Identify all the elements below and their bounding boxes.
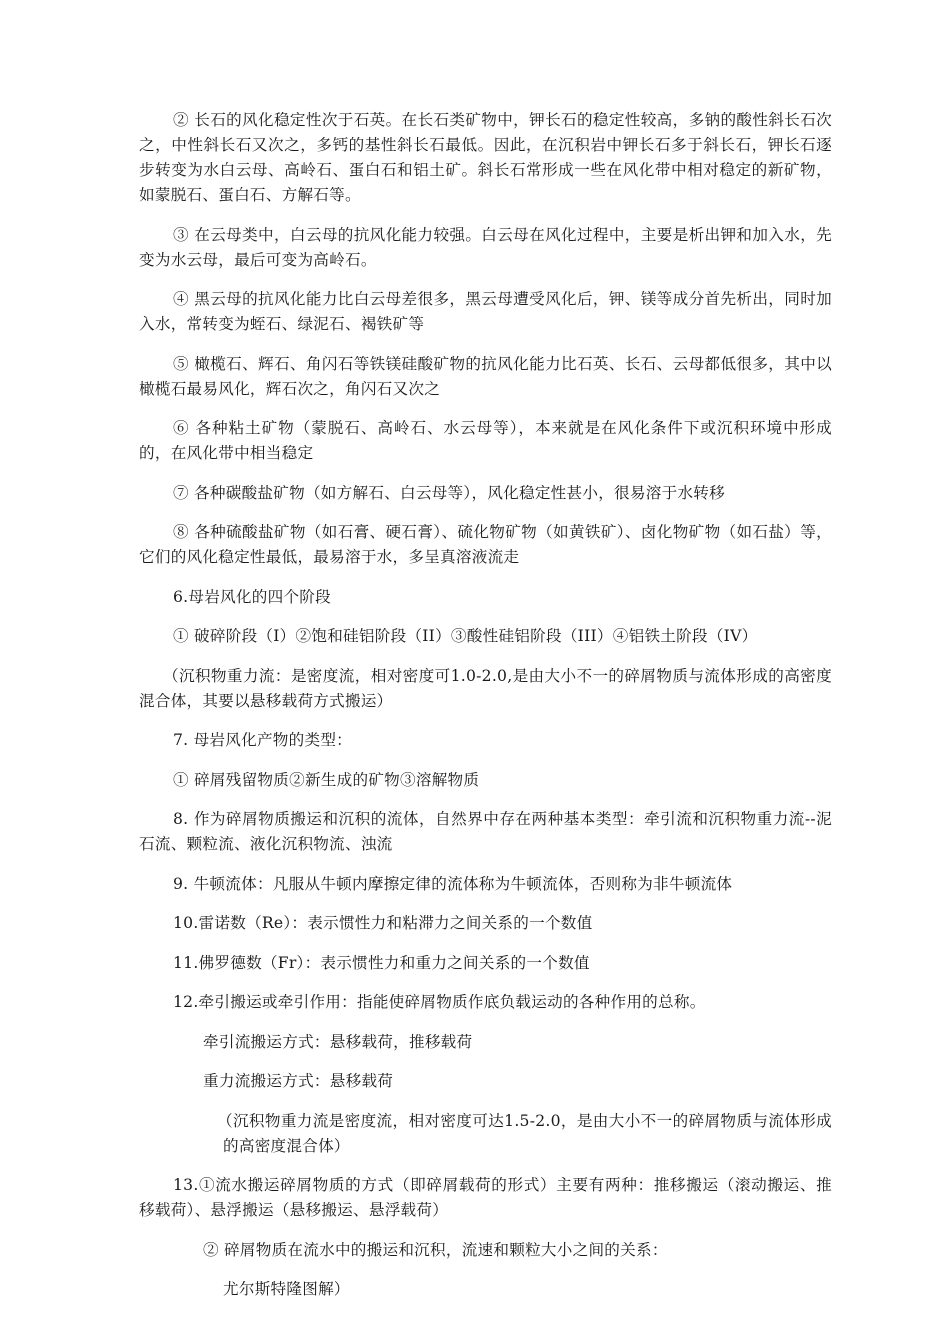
paragraph-clay-minerals: ⑥ 各种粘土矿物（蒙脱石、高岭石、水云母等），本来就是在风化条件下或沉积环境中形成的，在风化带中相当稳定 — [139, 419, 832, 462]
paragraph-sulfates: ⑧ 各种硫酸盐矿物（如石膏、硬石膏）、硫化物矿物（如黄铁矿）、卤化物矿物（如石盐）等，它们的风化稳定性最低，最易溶于水，多呈真溶液流走 — [139, 523, 832, 566]
paragraph-stream-transport: 13.①流水搬运碎屑物质的方式（即碎屑载荷的形式）主要有两种：推移搬运（滚动搬运、推移载荷）、悬浮搬运（悬移搬运、悬浮载荷） — [139, 1176, 832, 1219]
paragraph-velocity-grain-size: ② 碎屑物质在流水中的搬运和沉积，流速和颗粒大小之间的关系： — [203, 1240, 668, 1259]
note-gravity-flow-density: （沉积物重力流是密度流，相对密度可达1.5-2.0，是由大小不一的碎屑物质与流体形成的高密度混合体） — [217, 1111, 832, 1155]
paragraph-biotite: ④ 黑云母的抗风化能力比白云母差很多，黑云母遭受风化后，钾、镁等成分首先析出，同时加入水，常转变为蛭石、绿泥石、褐铁矿等 — [139, 290, 832, 333]
list-weathering-products: ① 碎屑残留物质②新生成的矿物③溶解物质 — [173, 770, 480, 789]
paragraph-carbonates: ⑦ 各种碳酸盐矿物（如方解石、白云母等），风化稳定性甚小，很易溶于水转移 — [173, 483, 725, 502]
paragraph-fluid-types: 8. 作为碎屑物质搬运和沉积的流体，自然界中存在两种基本类型：牵引流和沉积物重力流--泥石流、颗粒流、液化沉积物流、浊流 — [139, 810, 832, 853]
paragraph-muscovite: ③ 在云母类中，白云母的抗风化能力较强。白云母在风化过程中，主要是析出钾和加入水，先变为水云母，最后可变为高岭石。 — [139, 225, 832, 269]
list-weathering-stages: ① 破碎阶段（I）②饱和硅铝阶段（II）③酸性硅铝阶段（III）④铝铁土阶段（IV） — [173, 627, 758, 645]
paragraph-ferromagnesian: ⑤ 橄榄石、辉石、角闪石等铁镁硅酸矿物的抗风化能力比石英、长石、云母都低很多，其中以橄榄石最易风化，辉石次之，角闪石又次之 — [139, 354, 832, 398]
heading-weathering-stages: 6.母岩风化的四个阶段 — [173, 587, 331, 606]
paragraph-hjulstrom-diagram: 尤尔斯特隆图解） — [223, 1280, 350, 1298]
paragraph-newtonian-fluid: 9. 牛顿流体：凡服从牛顿内摩擦定律的流体称为牛顿流体，否则称为非牛顿流体 — [173, 874, 733, 893]
heading-weathering-products: 7. 母岩风化产物的类型： — [173, 731, 353, 749]
paragraph-gravity-modes: 重力流搬运方式：悬移载荷 — [203, 1072, 394, 1090]
paragraph-traction-modes: 牵引流搬运方式：悬移载荷，推移载荷 — [203, 1032, 473, 1051]
paragraph-froude-number: 11.佛罗德数（Fr）：表示惯性力和重力之间关系的一个数值 — [173, 953, 590, 972]
paragraph-traction-transport: 12.牵引搬运或牵引作用：指能使碎屑物质作底负载运动的各种作用的总称。 — [173, 993, 706, 1011]
note-gravity-flow: （沉积物重力流：是密度流，相对密度可1.0-2.0,是由大小不一的碎屑物质与流体形成的高密度混合体，其要以悬移载荷方式搬运） — [139, 666, 832, 710]
paragraph-feldspar-stability: ② 长石的风化稳定性次于石英。在长石类矿物中，钾长石的稳定性较高，多钠的酸性斜长石次之，中性斜长石又次之，多钙的基性斜长石最低。因此，在沉积岩中钾长石多于斜长石，钾长石逐步转变为水白云母、高岭石、蛋白石和铝土矿。斜长石常形成一些在风化带中相对稳定的新矿物，如蒙脱石、蛋白石、方解石等。 — [139, 111, 832, 204]
paragraph-reynolds-number: 10.雷诺数（Re）：表示惯性力和粘滞力之间关系的一个数值 — [173, 914, 593, 932]
